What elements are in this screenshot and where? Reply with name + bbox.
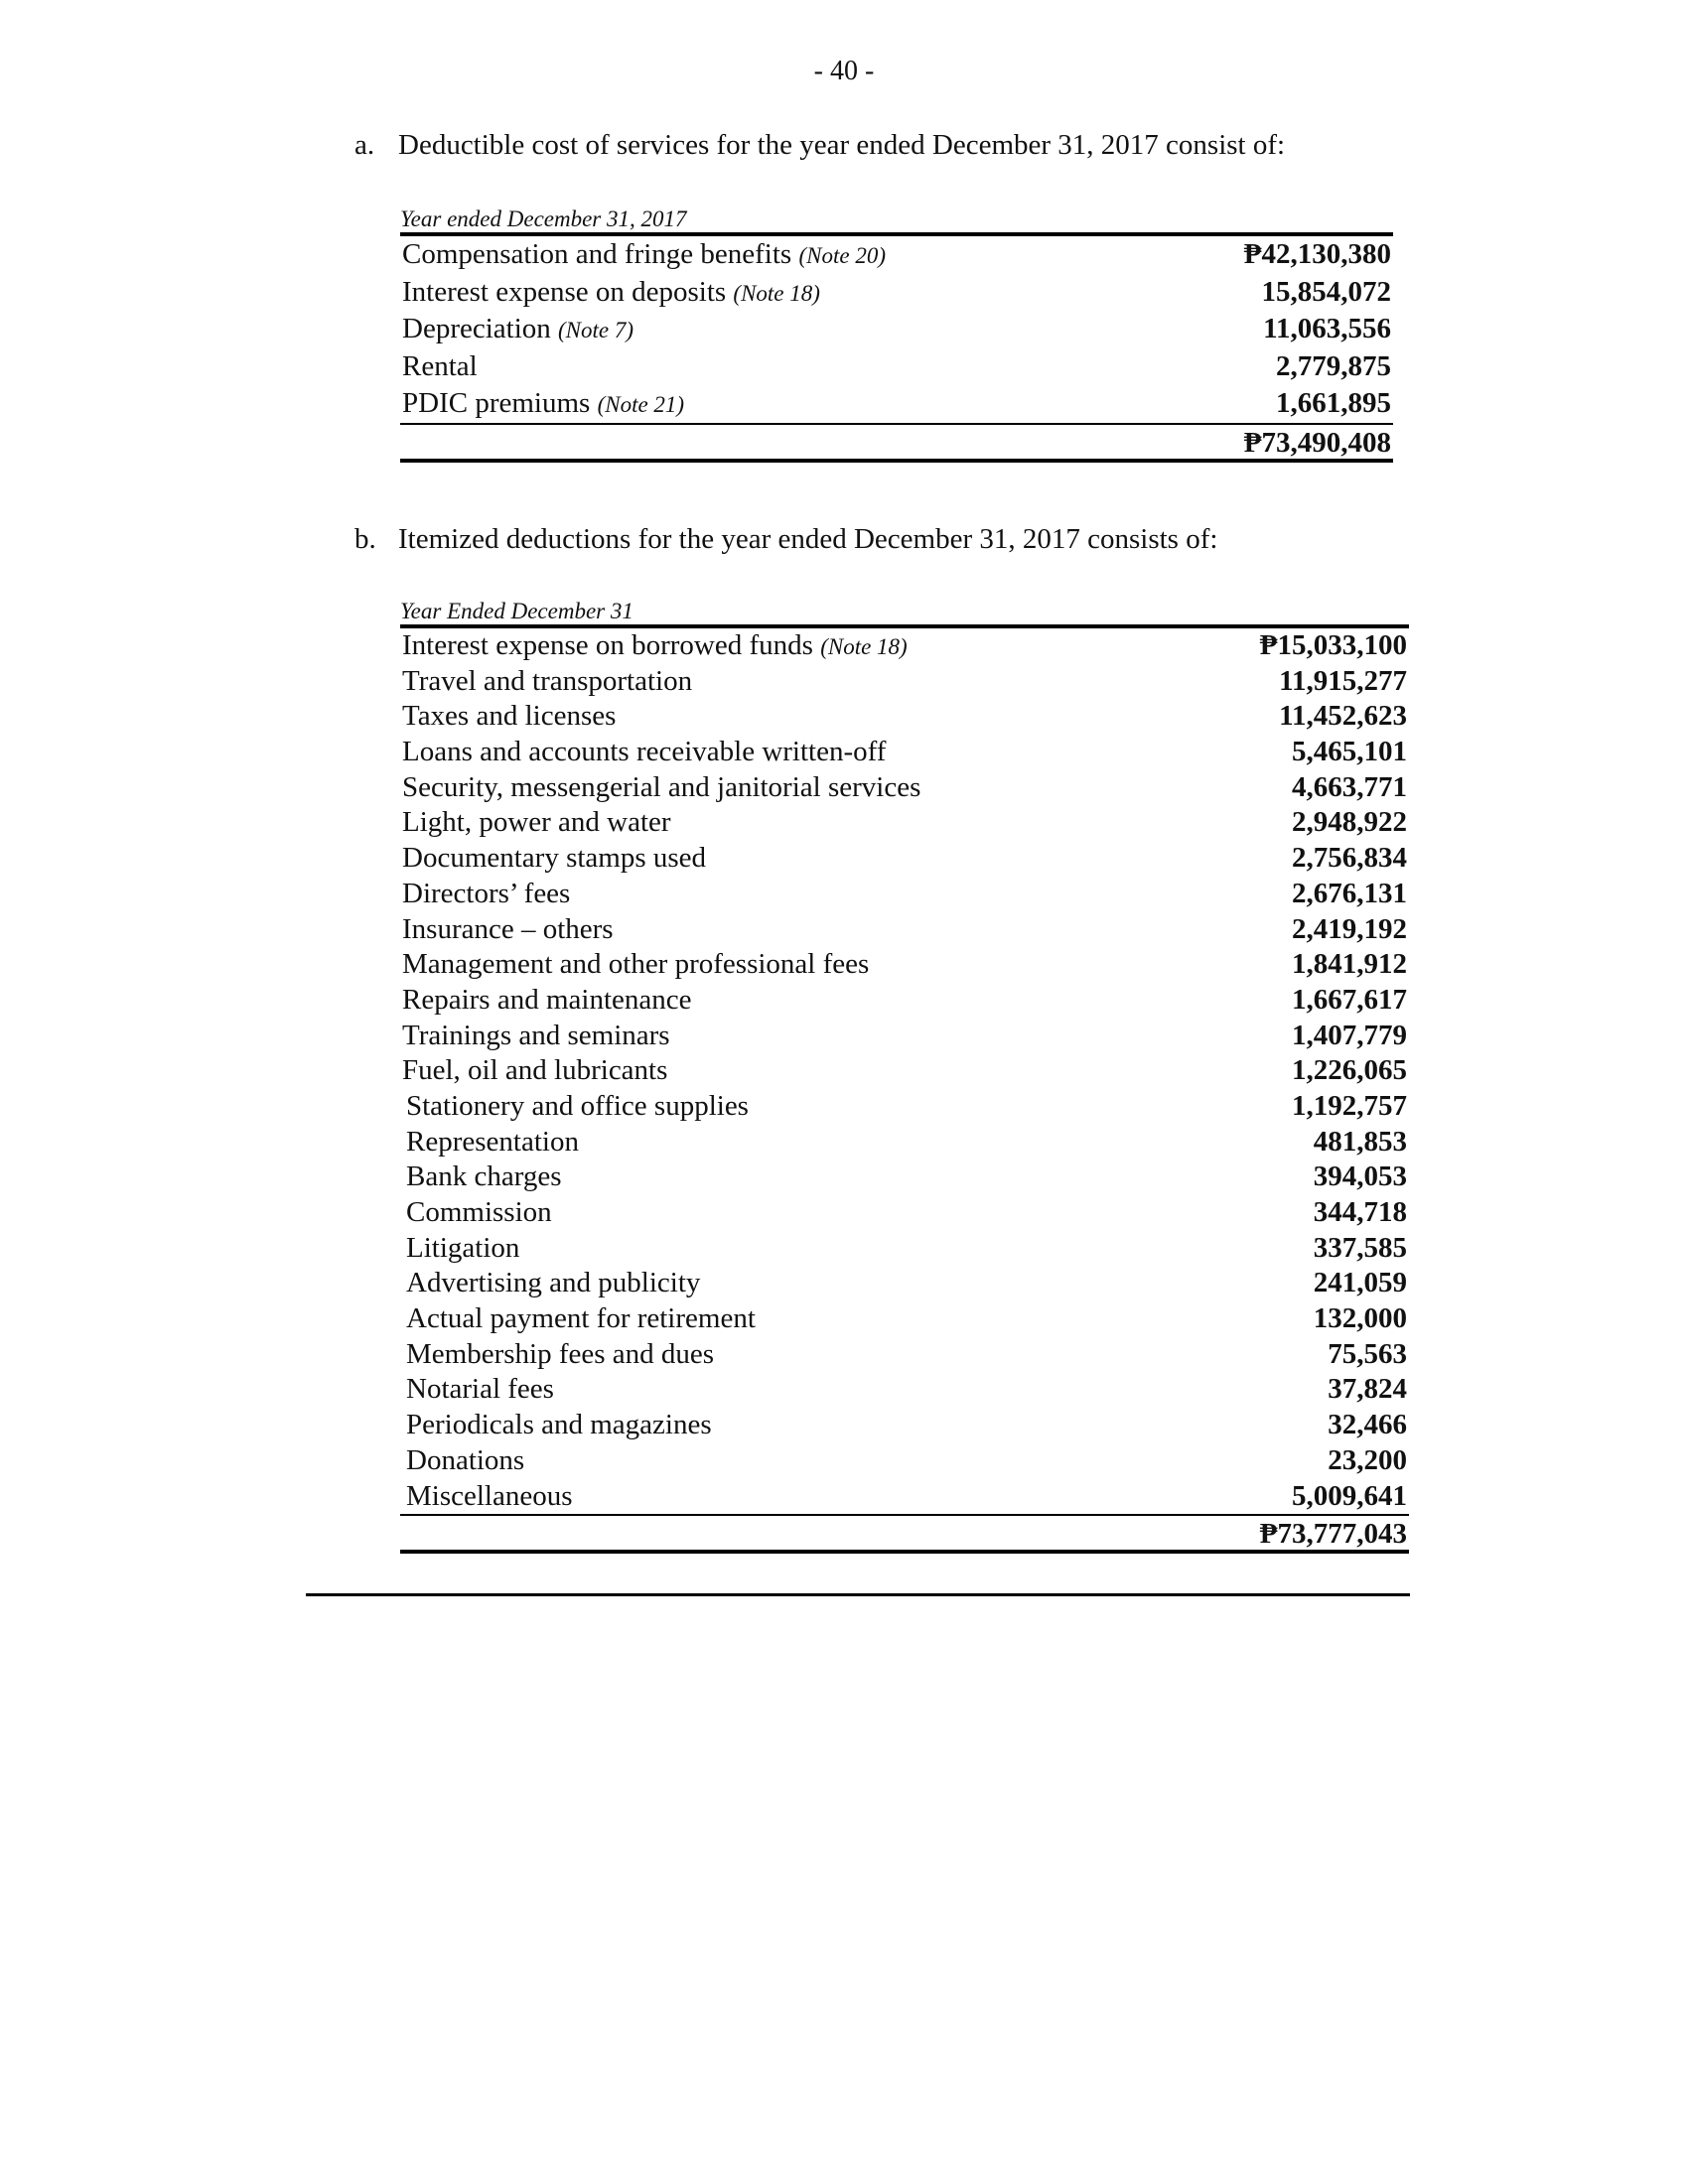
row-label-cell <box>400 348 478 386</box>
row-label: Litigation <box>406 1231 520 1264</box>
row-amount: ₱42,130,380 <box>1243 238 1391 270</box>
row-label: Documentary stamps used <box>402 842 707 875</box>
row-amount: 11,063,556 <box>1263 313 1391 344</box>
row-label-cell <box>400 1266 700 1301</box>
row-label-cell <box>400 1408 712 1443</box>
row-note-reference: (Note 18) <box>733 280 820 306</box>
row-label: Rental <box>402 349 478 382</box>
row-amount: 32,466 <box>1328 1409 1407 1441</box>
row-label: Repairs and maintenance <box>402 983 692 1016</box>
row-amount: 2,756,834 <box>1292 842 1407 875</box>
row-label: Trainings and seminars <box>402 1019 670 1051</box>
row-label-cell <box>400 983 692 1019</box>
row-label: Insurance – others <box>402 912 614 945</box>
table-row <box>400 311 1393 348</box>
table-row <box>400 664 1409 700</box>
row-amount: 394,053 <box>1313 1160 1407 1193</box>
table-row <box>400 1125 1409 1160</box>
table-b-caption: Year Ended December 31 <box>400 598 1409 628</box>
row-label: Membership fees and dues <box>406 1337 715 1370</box>
table-row <box>400 1231 1409 1267</box>
row-label: Light, power and water <box>402 806 671 839</box>
row-amount: 344,718 <box>1313 1196 1407 1228</box>
row-label-cell <box>400 664 692 700</box>
table-row <box>400 1053 1409 1089</box>
section-b-heading <box>354 523 1217 556</box>
table-row <box>400 841 1409 877</box>
row-label-cell <box>400 385 684 424</box>
row-label-cell <box>400 1053 667 1089</box>
row-label: PDIC premiums <box>402 387 591 419</box>
table-a-body <box>400 236 1393 425</box>
row-label: Directors’ fees <box>402 877 571 909</box>
row-label-cell <box>400 628 908 665</box>
row-label: Management and other professional fees <box>402 948 870 981</box>
table-row <box>400 983 1409 1019</box>
row-label-cell <box>400 1479 573 1515</box>
row-label-cell <box>400 1125 579 1160</box>
row-label-cell <box>400 1301 756 1337</box>
row-label-cell <box>400 1195 552 1231</box>
row-amount: 2,948,922 <box>1292 806 1407 839</box>
row-amount: 2,676,131 <box>1292 877 1407 909</box>
row-amount: 11,452,623 <box>1279 700 1407 733</box>
row-label: Miscellaneous <box>406 1479 573 1512</box>
row-amount: 132,000 <box>1313 1302 1407 1335</box>
row-amount: 5,465,101 <box>1292 736 1407 768</box>
row-note-reference: (Note 7) <box>558 318 634 342</box>
row-label-cell <box>400 1337 714 1373</box>
table-row <box>400 628 1409 664</box>
table-row <box>400 877 1409 912</box>
row-label: Interest expense on borrowed funds <box>402 629 813 661</box>
row-label: Security, messengerial and janitorial services <box>402 770 921 803</box>
table-row <box>400 1301 1409 1337</box>
table-row <box>400 1479 1409 1517</box>
row-amount: 481,853 <box>1313 1125 1407 1158</box>
row-label: Compensation and fringe benefits <box>402 238 792 270</box>
row-amount: 241,059 <box>1313 1267 1407 1299</box>
cost-of-services-table <box>400 205 1393 463</box>
table-row <box>400 1372 1409 1408</box>
row-label: Donations <box>406 1443 525 1476</box>
table-a-total-amount: ₱73,490,408 <box>1243 426 1391 459</box>
row-label-cell <box>400 236 886 275</box>
table-row <box>400 1408 1409 1443</box>
table-a-total-row <box>400 425 1393 463</box>
row-amount: 1,192,757 <box>1292 1089 1407 1122</box>
row-label-cell <box>400 877 570 912</box>
row-label: Loans and accounts receivable written-off <box>402 736 887 768</box>
table-row <box>400 912 1409 948</box>
bottom-divider <box>306 1593 1410 1596</box>
row-label: Travel and transportation <box>402 664 693 697</box>
table-row <box>400 1337 1409 1373</box>
table-b-total-amount: ₱73,777,043 <box>1259 1518 1407 1551</box>
table-row <box>400 1195 1409 1231</box>
table-row <box>400 274 1393 312</box>
table-row <box>400 770 1409 806</box>
itemized-deductions-table <box>400 598 1409 1554</box>
row-label-cell <box>400 1372 554 1408</box>
row-label-cell <box>400 1160 562 1195</box>
row-note-reference: (Note 20) <box>798 243 886 268</box>
row-label-cell <box>400 912 614 948</box>
table-row <box>400 1160 1409 1195</box>
table-row <box>400 1443 1409 1479</box>
row-label-cell <box>400 274 820 313</box>
table-row <box>400 1266 1409 1301</box>
row-amount: 1,841,912 <box>1292 948 1407 981</box>
row-label-cell <box>400 947 869 983</box>
row-amount: 1,661,895 <box>1276 387 1391 419</box>
table-row <box>400 805 1409 841</box>
row-amount: 23,200 <box>1328 1443 1407 1476</box>
row-label-cell <box>400 1089 749 1125</box>
row-label-cell <box>400 1231 519 1267</box>
row-amount: 75,563 <box>1328 1337 1407 1370</box>
row-label-cell <box>400 770 920 806</box>
table-a-caption: Year ended December 31, 2017 <box>400 205 1393 236</box>
row-note-reference: (Note 18) <box>820 634 908 659</box>
row-amount: 1,226,065 <box>1292 1054 1407 1087</box>
row-label-cell <box>400 311 633 349</box>
row-label: Periodicals and magazines <box>406 1409 712 1441</box>
row-amount: 5,009,641 <box>1292 1479 1407 1512</box>
row-amount: 4,663,771 <box>1292 770 1407 803</box>
row-label: Fuel, oil and lubricants <box>402 1054 668 1087</box>
table-row <box>400 1019 1409 1054</box>
row-amount: 337,585 <box>1313 1231 1407 1264</box>
row-amount: 2,779,875 <box>1276 349 1391 382</box>
section-a-heading <box>354 129 1285 162</box>
row-amount: 11,915,277 <box>1279 664 1407 697</box>
row-label-cell <box>400 699 616 735</box>
table-row <box>400 947 1409 983</box>
row-label-cell <box>400 841 706 877</box>
table-row <box>400 348 1393 386</box>
row-label: Interest expense on deposits <box>402 275 727 308</box>
row-label: Depreciation <box>402 313 551 344</box>
row-label: Notarial fees <box>406 1373 554 1406</box>
row-label: Taxes and licenses <box>402 700 617 733</box>
row-amount: 1,667,617 <box>1292 983 1407 1016</box>
table-row <box>400 236 1393 274</box>
row-label-cell <box>400 805 671 841</box>
section-b-heading-text: Itemized deductions for the year ended December 31, 2017 consists of: <box>398 523 1218 555</box>
row-label-cell <box>400 1019 670 1054</box>
row-amount: 2,419,192 <box>1292 912 1407 945</box>
row-label: Bank charges <box>406 1160 562 1193</box>
table-row <box>400 385 1393 425</box>
table-b-total-row <box>400 1516 1409 1554</box>
section-a-marker: a. <box>354 129 375 161</box>
page-number: - 40 - <box>813 56 875 86</box>
row-label: Representation <box>406 1125 579 1158</box>
row-label: Commission <box>406 1196 552 1228</box>
section-a-heading-text: Deductible cost of services for the year ended December 31, 2017 consist of: <box>398 129 1286 161</box>
row-label: Actual payment for retirement <box>406 1302 756 1335</box>
table-row <box>400 735 1409 770</box>
row-amount: 15,854,072 <box>1261 275 1391 308</box>
table-row <box>400 1089 1409 1125</box>
section-b-marker: b. <box>354 523 376 555</box>
row-amount: ₱15,033,100 <box>1259 629 1407 661</box>
row-amount: 37,824 <box>1328 1373 1407 1406</box>
row-note-reference: (Note 21) <box>597 392 685 417</box>
table-b-body <box>400 628 1409 1516</box>
row-label: Advertising and publicity <box>406 1267 701 1299</box>
row-amount: 1,407,779 <box>1292 1019 1407 1051</box>
row-label-cell <box>400 1443 524 1479</box>
row-label: Stationery and office supplies <box>406 1089 749 1122</box>
row-label-cell <box>400 735 886 770</box>
table-row <box>400 699 1409 735</box>
